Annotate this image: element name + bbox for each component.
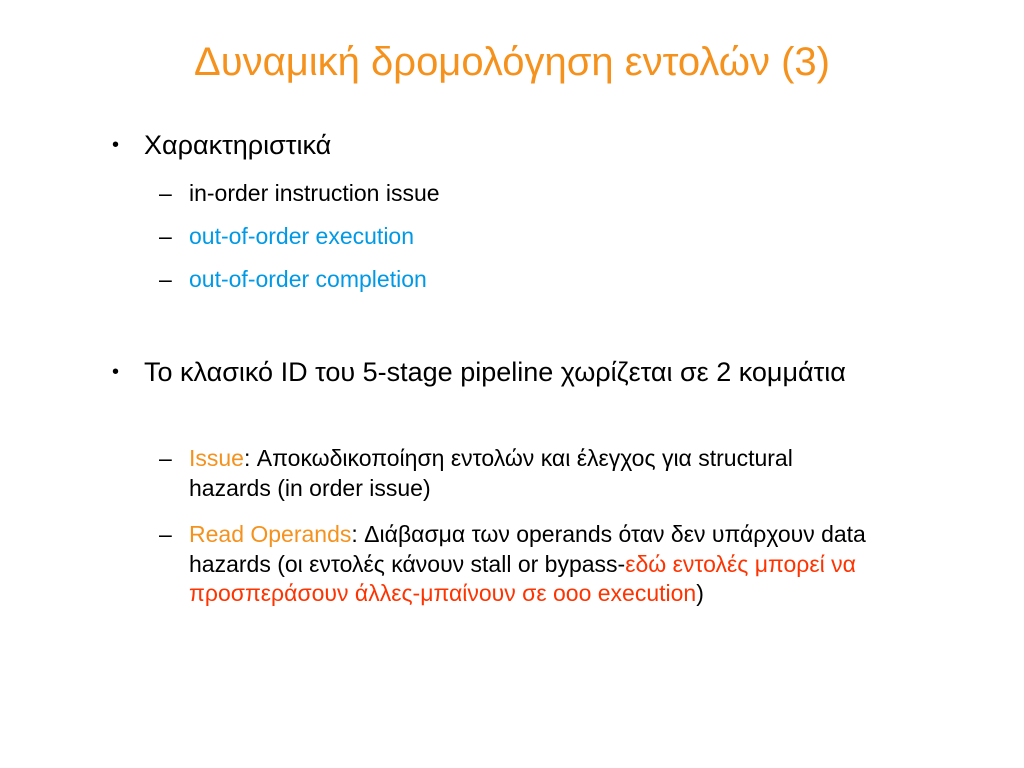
bullet-icon: • bbox=[112, 361, 120, 383]
slide-title: Δυναμική δρομολόγηση εντολών (3) bbox=[194, 40, 830, 84]
closing-paren: ) bbox=[696, 580, 704, 606]
ooo-note: εδώ εντολές μπορεί να προσπεράσουν άλλες-μπαίνουν σε ooo execution bbox=[189, 550, 856, 606]
dash-icon: – bbox=[159, 266, 172, 292]
sub-item-in-order-issue bbox=[159, 179, 879, 209]
read-operands-description: : Διάβασμα των operands όταν δεν υπάρχουν data hazards (οι εντολές κάνουν stall or bypass- bbox=[189, 521, 866, 577]
sub-item-read-operands bbox=[159, 520, 879, 609]
dash-icon: – bbox=[159, 521, 172, 547]
read-operands-label: Read Operands bbox=[189, 521, 352, 547]
sub-item-text: out-of-order execution bbox=[189, 223, 415, 249]
sub-item-text: out-of-order completion bbox=[189, 266, 427, 292]
bullet-text: To κλασικό ID του 5-stage pipeline χωρίζεται σε 2 κομμάτια bbox=[144, 357, 846, 387]
issue-label: Issue bbox=[189, 445, 244, 471]
bullet-text: Χαρακτηριστικά bbox=[144, 130, 332, 160]
sub-item-text: in-order instruction issue bbox=[189, 180, 440, 206]
bullet-item-classic-id bbox=[112, 355, 904, 390]
sub-item-ooo-execution bbox=[159, 222, 879, 252]
dash-icon: – bbox=[159, 445, 172, 471]
dash-icon: – bbox=[159, 180, 172, 206]
issue-description: : Αποκωδικοποίηση εντολών και έλεγχος για structural hazards (in order issue) bbox=[189, 445, 793, 501]
bullet-item-characteristics bbox=[112, 128, 904, 163]
sub-item-issue bbox=[159, 444, 879, 503]
sub-item-ooo-completion bbox=[159, 265, 879, 295]
dash-icon: – bbox=[159, 223, 172, 249]
bullet-icon: • bbox=[112, 134, 120, 156]
